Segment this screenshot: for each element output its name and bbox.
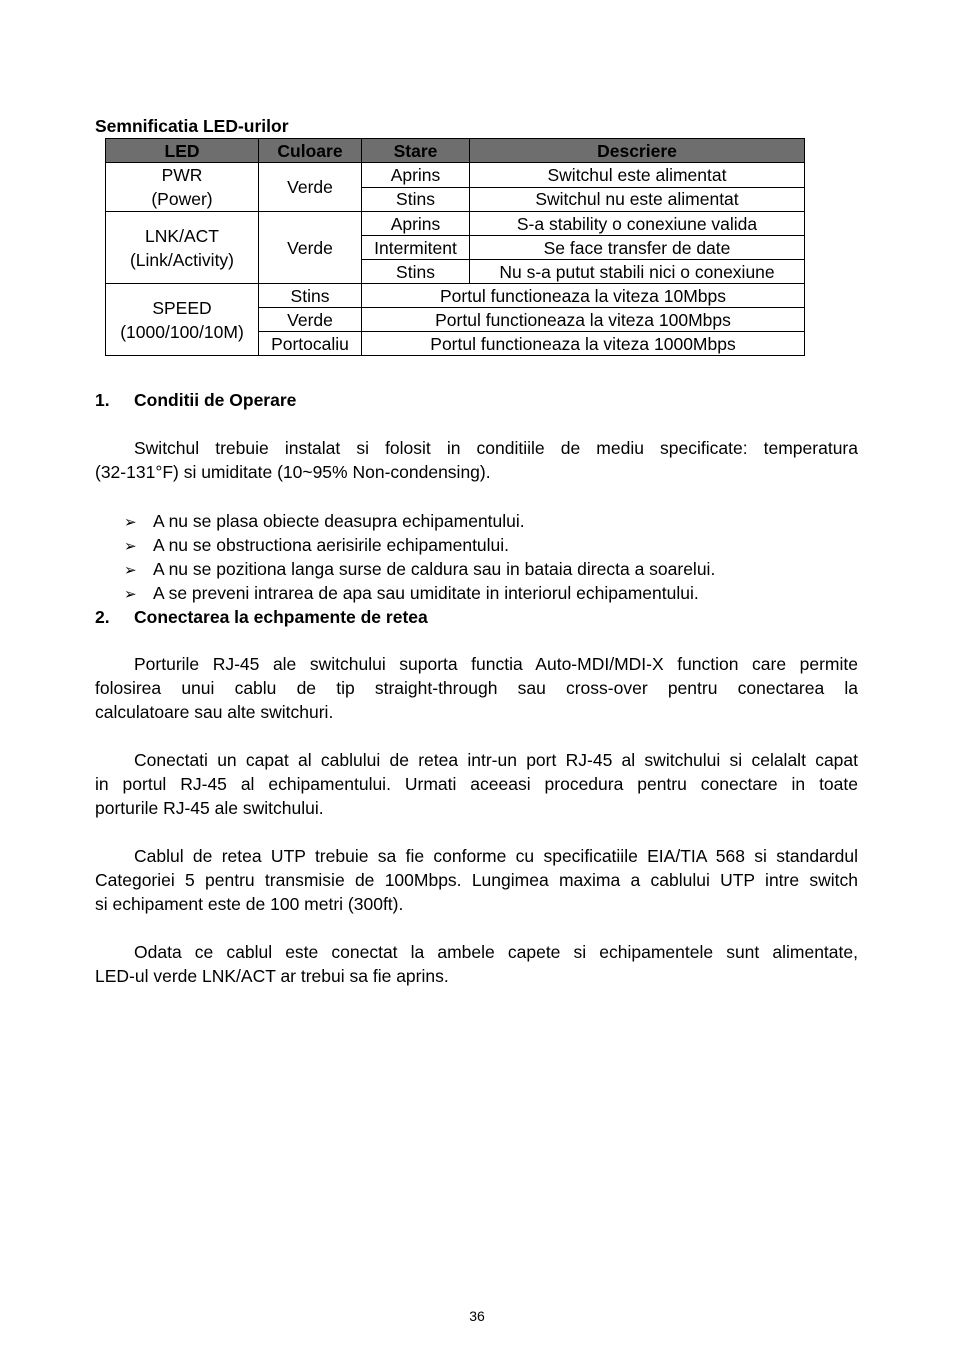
paragraph-line: (32-131°F) si umiditate (10~95% Non-condensing). [95,462,491,482]
led-cell-lnk-act [106,212,259,284]
state-cell: Stins [362,260,470,284]
paragraph-line: LED-ul verde LNK/ACT ar trebui sa fie aprins. [95,966,449,986]
arrow-bullet-icon: ➢ [124,562,137,579]
list-item [124,509,715,533]
paragraph-line: Odata ce cablul este conectat la ambele capete si echipamentele sunt alimentate, [134,942,858,962]
led-table [105,138,805,356]
paragraph-line: Cablul de retea UTP trebuie sa fie conforme cu specificatiile EIA/TIA 568 si standardul [134,846,858,866]
led-subname: (Link/Activity) [129,249,235,270]
led-subname: (Power) [151,189,213,209]
paragraph [95,652,858,724]
paragraph-line: Porturile RJ-45 ale switchului suporta functia Auto-MDI/MDI-X function care permite [134,654,858,674]
description-cell: Se face transfer de date [470,236,805,260]
list-item-text: A nu se pozitiona langa surse de caldura sau in bataia directa a soarelui. [153,559,716,579]
paragraph [95,844,858,916]
led-name: PWR [161,165,203,185]
paragraph [95,748,858,820]
description-cell: Switchul este alimentat [470,163,805,188]
paragraph-line: Switchul trebuie instalat si folosit in conditiile de mediu specificate: temperatura [134,438,858,458]
arrow-bullet-icon: ➢ [124,514,137,531]
table-row [106,163,805,188]
paragraph-line: si echipament este de 100 metri (300ft). [95,894,404,914]
color-cell: Verde [259,308,362,332]
section-number: 2. [95,607,110,627]
section-heading: Conditii de Operare [134,390,297,410]
page-number: 36 [469,1308,485,1324]
paragraph-line: folosirea unui cablu de tip straight-through sau cross-over pentru conectarea la [95,678,858,698]
table-row [106,284,805,308]
header-descriere: Descriere [470,139,805,163]
led-table-title: Semnificatia LED-urilor [95,116,289,136]
led-name: SPEED [152,297,212,318]
led-cell-pwr [106,163,259,212]
list-item [124,581,715,605]
led-subname: (1000/100/10M) [120,321,244,342]
color-cell: Stins [259,284,362,308]
paragraph [95,940,858,988]
list-item [124,557,715,581]
description-cell: Switchul nu este alimentat [470,187,805,212]
header-led: LED [106,139,259,163]
arrow-bullet-icon: ➢ [124,586,137,603]
list-item-text: A nu se obstructiona aerisirile echipamentului. [153,535,510,555]
paragraph-line: calculatoare sau alte switchuri. [95,702,334,722]
led-name: LNK/ACT [145,225,219,246]
led-table-header-row [106,139,805,163]
paragraph-line: Conectati un capat al cablului de retea intr-un port RJ-45 al switchului si celalalt capat [134,750,858,770]
header-culoare: Culoare [259,139,362,163]
section-number: 1. [95,390,110,410]
paragraph-line: porturile RJ-45 ale switchului. [95,798,324,818]
table-row [106,212,805,236]
state-cell: Aprins [362,163,470,188]
list-item-text: A se preveni intrarea de apa sau umiditate in interiorul echipamentului. [153,583,699,603]
state-cell: Stins [362,187,470,212]
arrow-bullet-icon: ➢ [124,538,137,555]
description-cell: Nu s-a putut stabili nici o conexiune [470,260,805,284]
description-cell: Portul functioneaza la viteza 1000Mbps [362,332,805,356]
color-cell: Verde [259,212,362,284]
list-item-text: A nu se plasa obiecte deasupra echipamentului. [153,511,525,531]
paragraph-line: Categoriei 5 pentru transmisie de 100Mbps. Lungimea maxima a cablului UTP intre switch [95,870,858,890]
list-item [124,533,715,557]
state-cell: Aprins [362,212,470,236]
description-cell: Portul functioneaza la viteza 10Mbps [362,284,805,308]
description-cell: Portul functioneaza la viteza 100Mbps [362,308,805,332]
header-stare: Stare [362,139,470,163]
led-cell-speed [106,284,259,356]
bullet-list [124,509,715,605]
color-cell: Portocaliu [259,332,362,356]
description-cell: S-a stability o conexiune valida [470,212,805,236]
paragraph [95,436,858,484]
state-cell: Intermitent [362,236,470,260]
paragraph-line: in portul RJ-45 al echipamentului. Urmati aceeasi procedura pentru conectare in toate [95,774,858,794]
color-cell: Verde [259,163,362,212]
section-heading: Conectarea la echpamente de retea [134,607,428,627]
